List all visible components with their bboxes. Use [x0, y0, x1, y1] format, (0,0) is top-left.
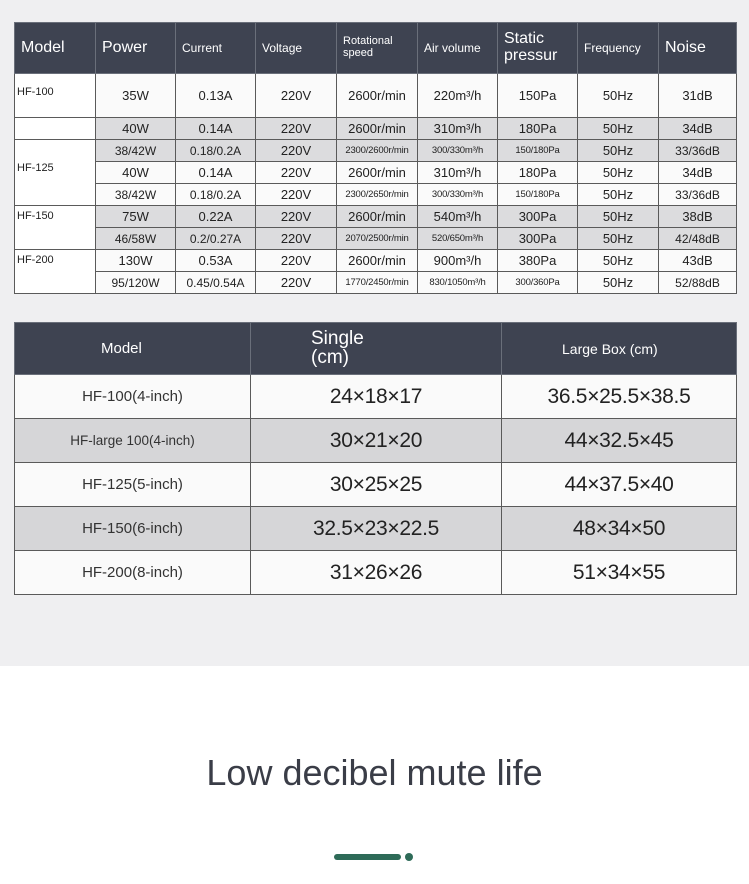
frequency-cell: 50Hz: [578, 206, 659, 228]
col-frequency: Frequency: [578, 23, 659, 74]
frequency-cell: 50Hz: [578, 272, 659, 294]
power-cell: 130W: [96, 250, 176, 272]
air-cell: 310m³/h: [418, 118, 498, 140]
noise-cell: 34dB: [659, 118, 737, 140]
divider-bar: [334, 854, 401, 860]
noise-cell: 33/36dB: [659, 184, 737, 206]
voltage-label: Voltage: [262, 40, 303, 55]
speed-cell: 2600r/min: [337, 250, 418, 272]
decorative-divider: [334, 853, 414, 861]
power-cell: 75W: [96, 206, 176, 228]
table-row: [15, 118, 737, 140]
speed-cell: 2600r/min: [337, 162, 418, 184]
current-cell: 0.22A: [176, 206, 256, 228]
speed-cell: 2300/2650r/min: [337, 184, 418, 206]
size-model-cell: HF-large 100(4-inch): [15, 419, 251, 463]
col-current: Current: [176, 23, 256, 74]
col-speed: [337, 23, 418, 74]
single-size-cell: 30×25×25: [251, 463, 502, 507]
speed-cell: 2600r/min: [337, 74, 418, 118]
col-size-model: Model: [15, 323, 251, 375]
model-cell-hf100: HF-100: [15, 74, 96, 118]
table-row: [15, 206, 737, 228]
speed-label-line2: speed: [343, 47, 373, 59]
large-box-cell: 44×37.5×40: [502, 463, 737, 507]
table-row: [15, 375, 737, 419]
frequency-cell: 50Hz: [578, 118, 659, 140]
air-cell: 520/650m³/h: [418, 228, 498, 250]
speed-cell: 2600r/min: [337, 206, 418, 228]
noise-cell: 43dB: [659, 250, 737, 272]
large-box-cell: 51×34×55: [502, 551, 737, 595]
table-row: [15, 463, 737, 507]
pressure-label-line2: pressur: [504, 47, 558, 64]
table-row: [15, 507, 737, 551]
frequency-cell: 50Hz: [578, 228, 659, 250]
pressure-label-line1: Static: [504, 30, 545, 48]
table-row: [15, 551, 737, 595]
voltage-cell: 220V: [256, 250, 337, 272]
table-row: [15, 419, 737, 463]
speed-cell: 2070/2500r/min: [337, 228, 418, 250]
model-cell-blank: [15, 118, 96, 140]
pressure-cell: 150/180Pa: [498, 140, 578, 162]
spec-header-row: [15, 23, 737, 74]
speed-cell: 2300/2600r/min: [337, 140, 418, 162]
size-model-cell: HF-100(4-inch): [15, 375, 251, 419]
air-cell: 310m³/h: [418, 162, 498, 184]
table-row: [15, 272, 737, 294]
size-model-cell: HF-200(8-inch): [15, 551, 251, 595]
frequency-cell: 50Hz: [578, 184, 659, 206]
current-cell: 0.53A: [176, 250, 256, 272]
air-cell: 900m³/h: [418, 250, 498, 272]
voltage-cell: 220V: [256, 140, 337, 162]
current-cell: 0.18/0.2A: [176, 184, 256, 206]
frequency-cell: 50Hz: [578, 74, 659, 118]
air-cell: 830/1050m³/h: [418, 272, 498, 294]
current-cell: 0.13A: [176, 74, 256, 118]
pressure-cell: 150Pa: [498, 74, 578, 118]
noise-cell: 42/48dB: [659, 228, 737, 250]
model-cell-hf125: HF-125: [15, 140, 96, 206]
voltage-cell: 220V: [256, 272, 337, 294]
air-cell: 220m³/h: [418, 74, 498, 118]
frequency-cell: 50Hz: [578, 250, 659, 272]
speed-cell: 1770/2450r/min: [337, 272, 418, 294]
single-size-cell: 30×21×20: [251, 419, 502, 463]
large-box-cell: 36.5×25.5×38.5: [502, 375, 737, 419]
col-single: [251, 323, 502, 375]
power-cell: 95/120W: [96, 272, 176, 294]
speed-label-line1: Rotational: [343, 35, 393, 48]
pressure-cell: 180Pa: [498, 162, 578, 184]
col-model: Model: [15, 23, 96, 74]
speed-cell: 2600r/min: [337, 118, 418, 140]
air-cell: 540m³/h: [418, 206, 498, 228]
noise-cell: 38dB: [659, 206, 737, 228]
voltage-cell: 220V: [256, 118, 337, 140]
size-header-row: [15, 323, 737, 375]
frequency-cell: 50Hz: [578, 162, 659, 184]
pressure-cell: 180Pa: [498, 118, 578, 140]
voltage-cell: 220V: [256, 228, 337, 250]
model-cell-hf200: HF-200: [15, 250, 96, 294]
size-model-cell: HF-150(6-inch): [15, 507, 251, 551]
single-label-line1: Single: [311, 328, 364, 350]
single-label-line2: (cm): [311, 346, 349, 368]
col-power: Power: [96, 23, 176, 74]
table-row: [15, 140, 737, 162]
table-row: [15, 162, 737, 184]
noise-cell: 33/36dB: [659, 140, 737, 162]
single-size-cell: 24×18×17: [251, 375, 502, 419]
current-cell: 0.14A: [176, 162, 256, 184]
power-cell: 40W: [96, 162, 176, 184]
pressure-cell: 150/180Pa: [498, 184, 578, 206]
pressure-cell: 300Pa: [498, 228, 578, 250]
air-cell: 300/330m³/h: [418, 140, 498, 162]
col-noise: Noise: [659, 23, 737, 74]
col-voltage: [256, 23, 337, 74]
table-row: [15, 74, 737, 118]
voltage-cell: 220V: [256, 206, 337, 228]
power-cell: 40W: [96, 118, 176, 140]
divider-dot: [405, 853, 413, 861]
tagline: Low decibel mute life: [206, 752, 543, 793]
col-large-box: Large Box (cm): [502, 323, 737, 375]
voltage-cell: 220V: [256, 162, 337, 184]
single-size-cell: 31×26×26: [251, 551, 502, 595]
power-cell: 46/58W: [96, 228, 176, 250]
current-cell: 0.14A: [176, 118, 256, 140]
model-cell-hf150: HF-150: [15, 206, 96, 250]
table-row: [15, 250, 737, 272]
size-table: [14, 322, 737, 595]
table-row: [15, 184, 737, 206]
large-box-cell: 48×34×50: [502, 507, 737, 551]
large-box-cell: 44×32.5×45: [502, 419, 737, 463]
frequency-cell: 50Hz: [578, 140, 659, 162]
noise-cell: 34dB: [659, 162, 737, 184]
pressure-cell: 300Pa: [498, 206, 578, 228]
pressure-cell: 300/360Pa: [498, 272, 578, 294]
voltage-cell: 220V: [256, 74, 337, 118]
noise-cell: 52/88dB: [659, 272, 737, 294]
current-cell: 0.2/0.27A: [176, 228, 256, 250]
current-cell: 0.18/0.2A: [176, 140, 256, 162]
noise-cell: 31dB: [659, 74, 737, 118]
air-cell: 300/330m³/h: [418, 184, 498, 206]
table-row: [15, 228, 737, 250]
pressure-cell: 380Pa: [498, 250, 578, 272]
spec-table: [14, 22, 737, 294]
size-model-cell: HF-125(5-inch): [15, 463, 251, 507]
power-cell: 38/42W: [96, 140, 176, 162]
power-cell: 38/42W: [96, 184, 176, 206]
single-size-cell: 32.5×23×22.5: [251, 507, 502, 551]
col-air: Air volume: [418, 23, 498, 74]
power-cell: 35W: [96, 74, 176, 118]
col-pressure: [498, 23, 578, 74]
voltage-cell: 220V: [256, 184, 337, 206]
current-cell: 0.45/0.54A: [176, 272, 256, 294]
